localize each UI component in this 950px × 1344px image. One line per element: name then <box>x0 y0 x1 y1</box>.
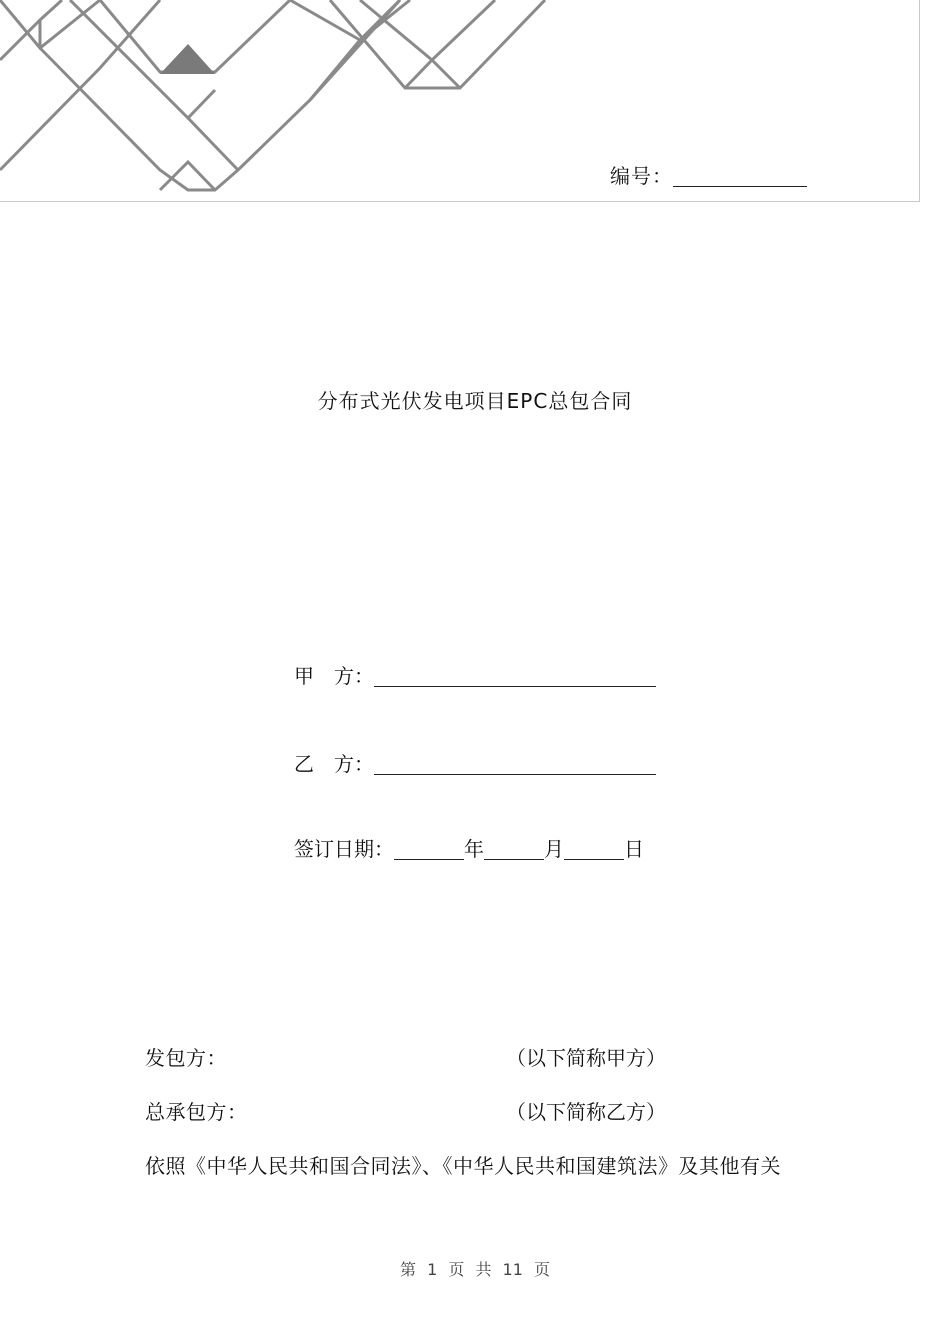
day-blank[interactable] <box>564 839 624 860</box>
day-label: 日 <box>624 837 644 861</box>
party-b-blank[interactable] <box>374 754 656 775</box>
document-number-blank[interactable] <box>673 166 807 187</box>
document-number-label: 编号： <box>610 164 673 188</box>
contract-title: 分布式光伏发电项目EPC总包合同 <box>317 389 633 413</box>
paragraph-start: 依照《中华人民共和国合同法》、《中华人民共和国建筑法》及其他有关 <box>145 1154 781 1178</box>
party-a-blank[interactable] <box>374 666 656 687</box>
month-label: 月 <box>544 837 564 861</box>
party-b-label: 乙 方： <box>294 752 374 776</box>
year-blank[interactable] <box>394 839 464 860</box>
month-blank[interactable] <box>484 839 544 860</box>
page-number: 第 1 页 共 11 页 <box>400 1260 550 1279</box>
sign-date-line <box>294 833 644 862</box>
sign-date-label: 签订日期： <box>294 837 394 861</box>
filled-triangle <box>160 44 215 74</box>
contractor-label: 总承包方： <box>145 1100 248 1124</box>
header-decoration-band <box>0 0 920 202</box>
document-number <box>610 160 807 189</box>
employer-label: 发包方： <box>145 1046 227 1070</box>
party-a-line <box>294 660 656 689</box>
year-label: 年 <box>464 837 484 861</box>
contractor-note: （以下简称乙方） <box>506 1100 666 1124</box>
party-b-line <box>294 748 656 777</box>
employer-note: （以下简称甲方） <box>506 1046 666 1070</box>
party-a-label: 甲 方： <box>294 664 374 688</box>
